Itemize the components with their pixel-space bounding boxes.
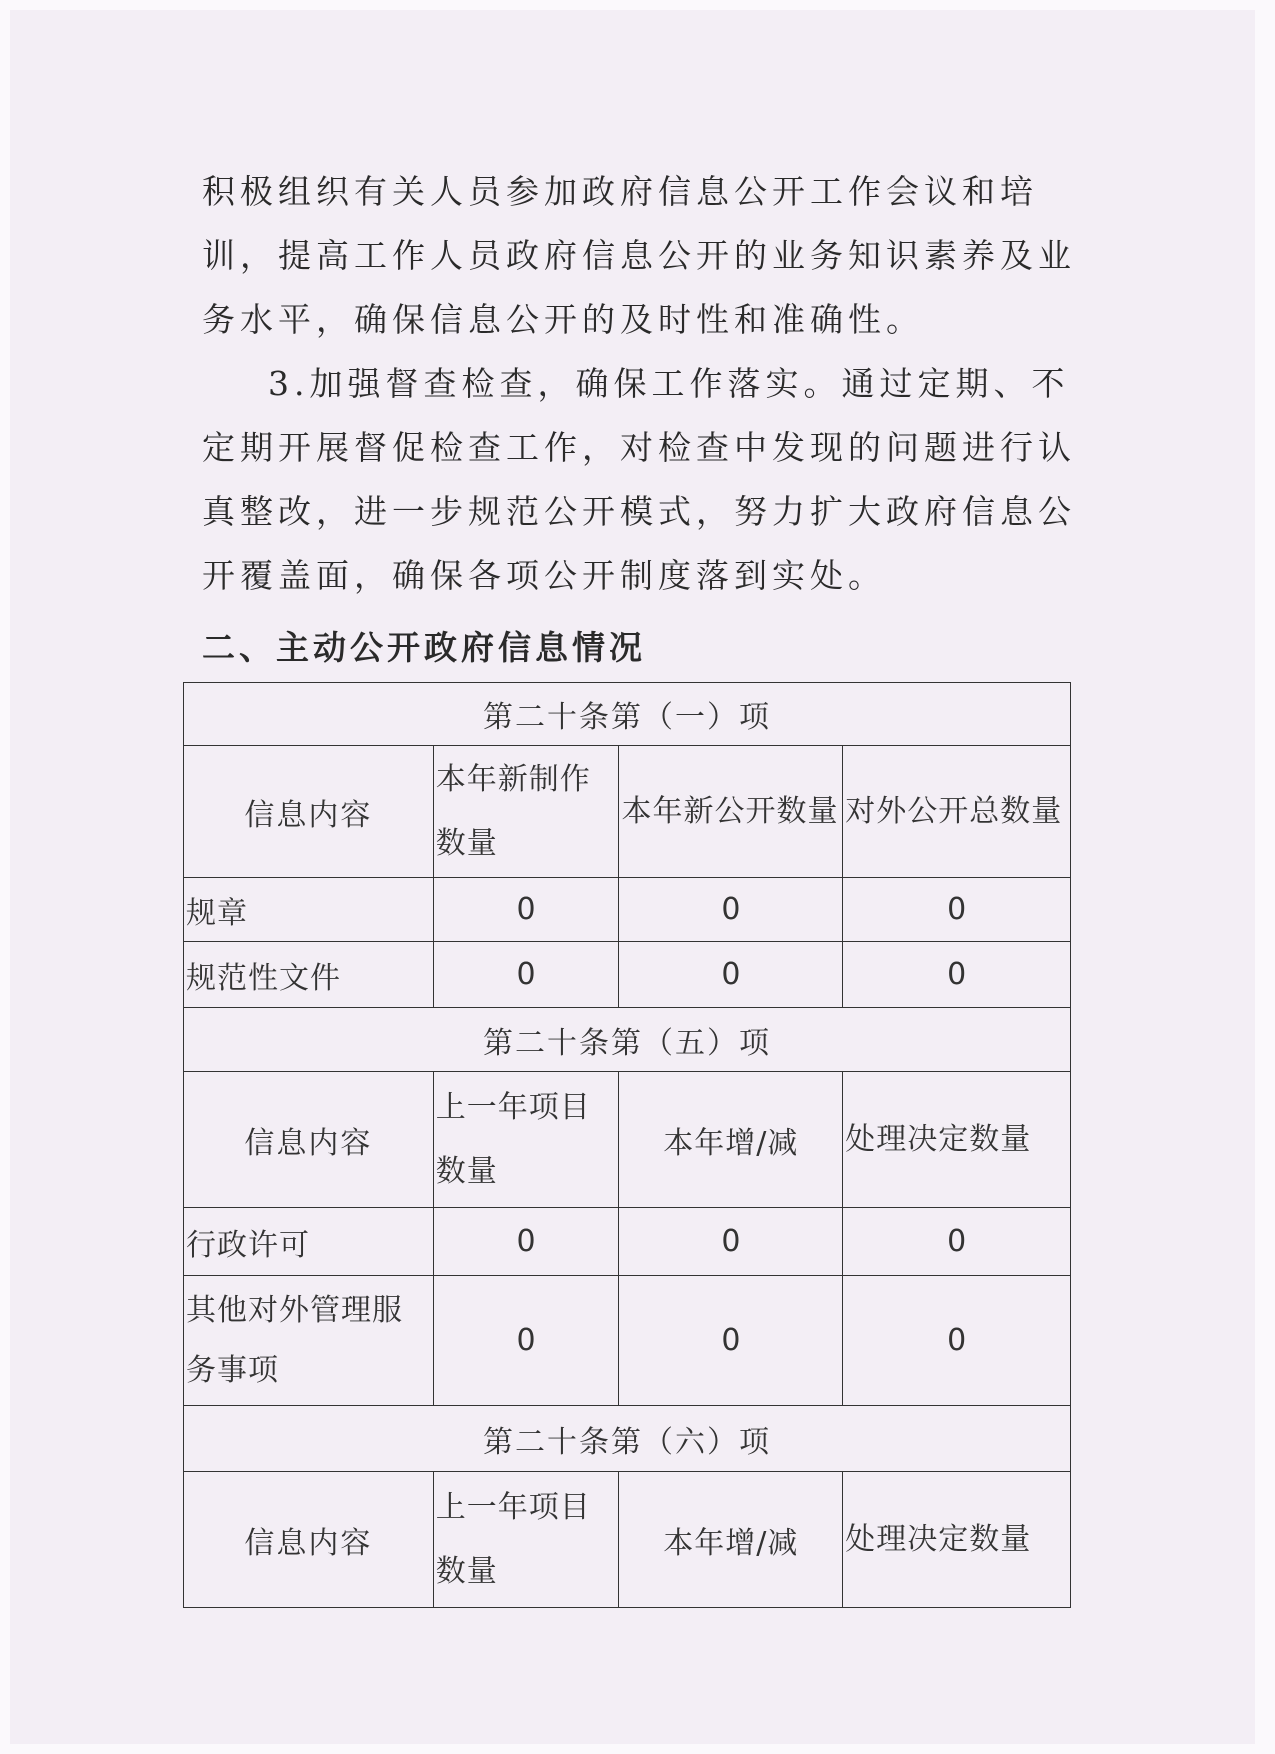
value-cell: 0 — [843, 878, 1071, 942]
header-cell: 信息内容 — [184, 746, 434, 878]
header-cell: 信息内容 — [184, 1072, 434, 1208]
header-cell: 上一年项目数量 — [433, 1072, 619, 1208]
value-cell: 0 — [843, 1276, 1071, 1406]
section-title-3: 第二十条第（六）项 — [184, 1406, 1071, 1472]
table-row — [184, 878, 1071, 942]
value-cell: 0 — [433, 878, 619, 942]
value-cell: 0 — [619, 1276, 843, 1406]
value-cell: 0 — [843, 1208, 1071, 1276]
value-cell: 0 — [433, 942, 619, 1008]
row-label: 规章 — [184, 878, 434, 942]
header-cell: 本年增/减 — [619, 1472, 843, 1608]
section-title-2: 第二十条第（五）项 — [184, 1008, 1071, 1072]
table-row — [184, 1208, 1071, 1276]
row-label: 行政许可 — [184, 1208, 434, 1276]
section-title-1: 第二十条第（一）项 — [184, 683, 1071, 746]
row-label: 规范性文件 — [184, 942, 434, 1008]
row-label: 其他对外管理服务事项 — [184, 1276, 434, 1406]
header-cell: 处理决定数量 — [843, 1072, 1071, 1208]
header-cell: 本年新制作数量 — [433, 746, 619, 878]
disclosure-table — [183, 682, 1071, 1608]
header-cell: 信息内容 — [184, 1472, 434, 1608]
value-cell: 0 — [619, 1208, 843, 1276]
section-title-row — [184, 1406, 1071, 1472]
table-row — [184, 942, 1071, 1008]
section-title-row — [184, 683, 1071, 746]
value-cell: 0 — [843, 942, 1071, 1008]
paragraph-training: 积极组织有关人员参加政府信息公开工作会议和培训，提高工作人员政府信息公开的业务知识素养及业务水平，确保信息公开的及时性和准确性。 — [202, 172, 1076, 339]
header-row — [184, 1072, 1071, 1208]
header-row — [184, 746, 1071, 878]
header-cell: 对外公开总数量 — [843, 746, 1071, 878]
section-title-row — [184, 1008, 1071, 1072]
header-cell: 本年新公开数量 — [619, 746, 843, 878]
document-page — [10, 10, 1255, 1744]
section-heading: 二、主动公开政府信息情况 — [202, 628, 646, 667]
header-cell: 上一年项目数量 — [433, 1472, 619, 1608]
paragraph-supervision: 3.加强督查检查，确保工作落实。通过定期、不定期开展督促检查工作，对检查中发现的问题进行认真整改，进一步规范公开模式，努力扩大政府信息公开覆盖面，确保各项公开制度落到实处。 — [202, 364, 1076, 595]
header-cell: 处理决定数量 — [843, 1472, 1071, 1608]
value-cell: 0 — [619, 878, 843, 942]
value-cell: 0 — [433, 1276, 619, 1406]
header-cell: 本年增/减 — [619, 1072, 843, 1208]
value-cell: 0 — [619, 942, 843, 1008]
header-row — [184, 1472, 1071, 1608]
table-row — [184, 1276, 1071, 1406]
value-cell: 0 — [433, 1208, 619, 1276]
